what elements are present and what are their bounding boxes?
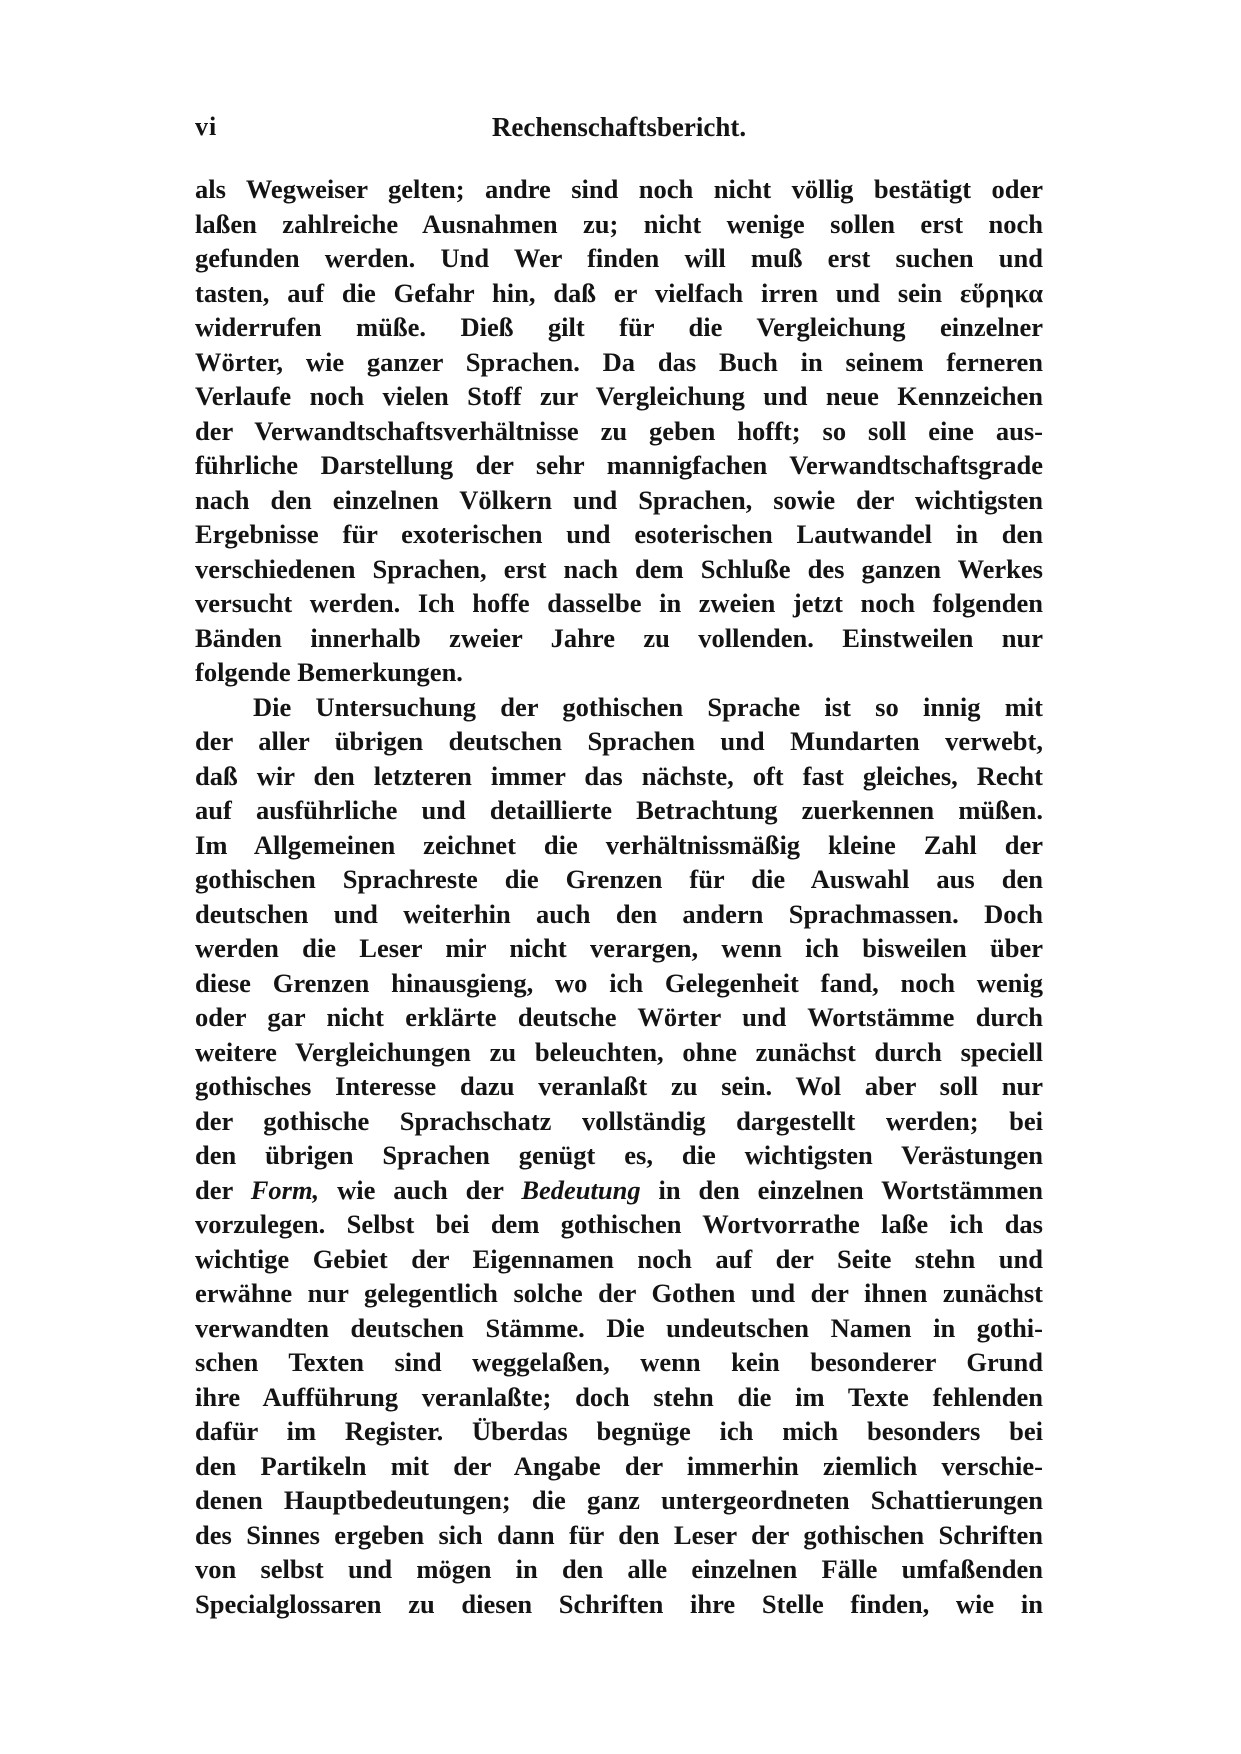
text-line: der aller übrigen deutschen Sprachen und Mundarten verwebt, (195, 726, 1043, 756)
emphasis-form: Form, (250, 1174, 320, 1205)
text-line: dafür im Register. Überdas begnüge ich mich besonders bei (195, 1416, 1043, 1446)
paragraph-first-line: Die Untersuchung der gothischen Sprache ist so innig mit (253, 691, 1043, 722)
text-line: denen Hauptbedeutungen; die ganz untergeordneten Schattierungen (195, 1485, 1043, 1515)
text-segment: wie auch der (337, 1174, 504, 1205)
text-line: tasten, auf die Gefahr hin, daß er vielfach irren und sein εὕρηκα (195, 277, 1043, 308)
text-line: nach den einzelnen Völkern und Sprachen, sowie der wichtigsten (195, 484, 1043, 515)
text-line: führliche Darstellung der sehr mannigfachen Verwandtschaftsgrade (195, 450, 1043, 480)
text-line: Verlaufe noch vielen Stoff zur Vergleichung und neue Kennzeichen (195, 381, 1043, 411)
text-line: Ergebnisse für exoterischen und esoterischen Lautwandel in den (195, 519, 1043, 549)
text-line-with-emphasis (195, 1173, 1043, 1208)
text-line: der gothische Sprachschatz vollständig dargestellt werden; bei (195, 1105, 1043, 1136)
text-line: von selbst und mögen in den alle einzelnen Fälle umfaßenden (195, 1554, 1043, 1584)
text-line: gefunden werden. Und Wer finden will muß erst suchen und (195, 243, 1043, 273)
text-line: den Partikeln mit der Angabe der immerhin ziemlich verschie- (195, 1450, 1043, 1481)
text-line: als Wegweiser gelten; andre sind noch nicht völlig bestätigt oder (195, 174, 1043, 204)
text-line: weitere Vergleichungen zu beleuchten, ohne zunächst durch speciell (195, 1036, 1043, 1067)
text-line: widerrufen müße. Dieß gilt für die Vergleichung einzelner (195, 312, 1043, 342)
text-line: verwandten deutschen Stämme. Die undeutschen Namen in gothi- (195, 1312, 1043, 1343)
text-line: diese Grenzen hinausgieng, wo ich Gelegenheit fand, noch wenig (195, 967, 1043, 998)
text-line: Wörter, wie ganzer Sprachen. Da das Buch in seinem ferneren (195, 346, 1043, 377)
text-line: den übrigen Sprachen genügt es, die wichtigsten Verästungen (195, 1140, 1043, 1170)
body-text (195, 172, 1043, 1621)
text-line: folgende Bemerkungen. (195, 657, 463, 687)
text-line: laßen zahlreiche Ausnahmen zu; nicht wenige sollen erst noch (195, 208, 1043, 239)
text-line: verschiedenen Sprachen, erst nach dem Schluße des ganzen Werkes (195, 553, 1043, 584)
text-line: Im Allgemeinen zeichnet die verhältnissmäßig kleine Zahl der (195, 829, 1043, 860)
text-line: des Sinnes ergeben sich dann für den Leser der gothischen Schriften (195, 1519, 1043, 1550)
running-head (195, 112, 1043, 152)
text-line: gothisches Interesse dazu veranlaßt zu sein. Wol aber soll nur (195, 1071, 1043, 1101)
page-title: Rechenschaftsbericht. (491, 112, 747, 142)
text-line: vorzulegen. Selbst bei dem gothischen Wortvorrathe laße ich das (195, 1209, 1043, 1239)
text-line: erwähne nur gelegentlich solche der Gothen und der ihnen zunächst (195, 1278, 1043, 1308)
emphasis-bedeutung: Bedeutung (521, 1174, 641, 1205)
text-line: versucht werden. Ich hoffe dasselbe in zweien jetzt noch folgenden (195, 588, 1043, 618)
text-line: oder gar nicht erklärte deutsche Wörter und Wortstämme durch (195, 1002, 1043, 1032)
text-line: werden die Leser mir nicht verargen, wenn ich bisweilen über (195, 933, 1043, 963)
text-line: Specialglossaren zu diesen Schriften ihre Stelle finden, wie in (195, 1588, 1043, 1619)
text-line: Bänden innerhalb zweier Jahre zu vollenden. Einstweilen nur (195, 622, 1043, 653)
text-line: schen Texten sind weggelaßen, wenn kein besonderer Grund (195, 1347, 1043, 1377)
text-line: deutschen und weiterhin auch den andern Sprachmassen. Doch (195, 898, 1043, 929)
text-line: auf ausführliche und detaillierte Betrachtung zuerkennen müßen. (195, 795, 1043, 825)
text-line: wichtige Gebiet der Eigennamen noch auf der Seite stehn und (195, 1243, 1043, 1274)
text-line: gothischen Sprachreste die Grenzen für die Auswahl aus den (195, 864, 1043, 894)
text-line: daß wir den letzteren immer das nächste, oft fast gleiches, Recht (195, 760, 1043, 791)
text-segment: der (195, 1174, 233, 1205)
text-segment: in den einzelnen Wortstämmen (658, 1174, 1043, 1205)
text-line: ihre Aufführung veranlaßte; doch stehn die im Texte fehlenden (195, 1381, 1043, 1412)
page-number: vi (195, 112, 218, 141)
text-line: der Verwandtschaftsverhältnisse zu geben hofft; so soll eine aus- (195, 415, 1043, 446)
